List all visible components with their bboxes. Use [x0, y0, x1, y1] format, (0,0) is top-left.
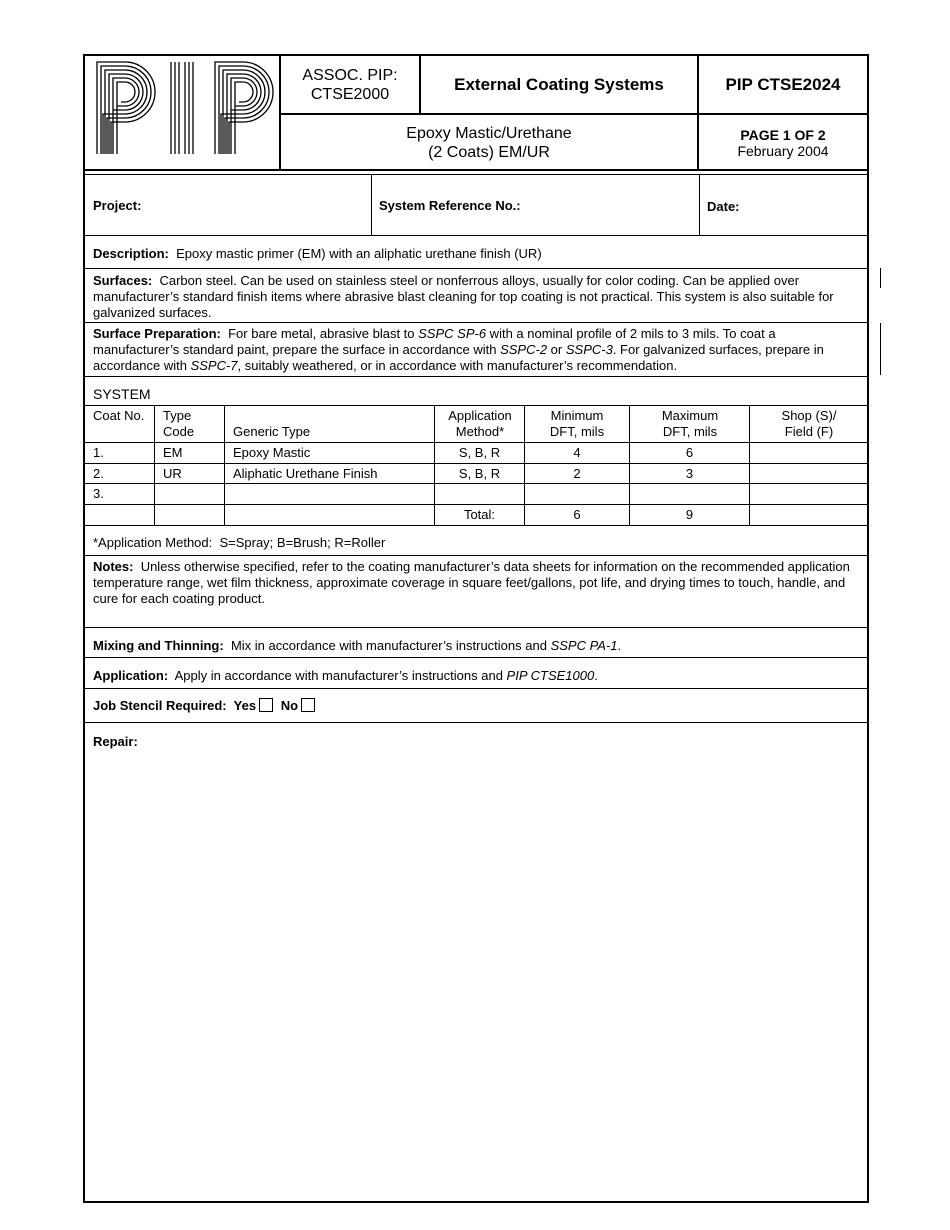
mixing-and-thinning: Mixing and Thinning: Mix in accordance with manufacturer’s instructions and SSPC PA-1.: [93, 638, 622, 653]
table-cell: S, B, R: [458, 445, 501, 460]
col-header-shop-field: Shop (S)/ Field (F): [781, 408, 837, 439]
system-table: [85, 405, 867, 526]
surface-preparation: Surface Preparation: For bare metal, abrasive blast to SSPC SP-6 with a nominal profile of 2 mils to 3 mils. To coat a manufacturer’s standard paint, prepare the surface in accordance with SSPC-2 or SSPC-3. For galvanized surfaces, prepare in accordance with SSPC-7, suitably weathered, or in accordance with manufacturer’s recommendation.: [93, 326, 824, 373]
application: Application: Apply in accordance with manufacturer’s instructions and PIP CTSE1000.: [93, 668, 598, 683]
doc-number: PIP CTSE2024: [725, 75, 841, 94]
total-label: Total:: [463, 507, 496, 522]
table-cell: 4: [573, 445, 581, 460]
total-max-dft: 9: [685, 507, 694, 522]
page-info: PAGE 1 OF 2 February 2004: [737, 126, 829, 159]
assoc-pip: ASSOC. PIP: CTSE2000: [302, 66, 398, 103]
pip-logo-icon: [93, 58, 279, 158]
stencil-no-checkbox[interactable]: [301, 698, 315, 712]
system-label: SYSTEM: [93, 386, 151, 402]
col-header-max-dft: Maximum DFT, mils: [661, 408, 719, 439]
date-field[interactable]: Date:: [707, 199, 740, 214]
system-subtitle: Epoxy Mastic/Urethane (2 Coats) EM/UR: [406, 124, 572, 161]
form-frame: [83, 54, 869, 1203]
doc-title: External Coating Systems: [454, 75, 664, 94]
table-cell: 2: [573, 466, 581, 481]
revision-bar: [880, 268, 881, 288]
table-cell: Epoxy Mastic: [233, 445, 311, 460]
col-header-type-code: Type Code: [163, 408, 195, 439]
col-header-min-dft: Minimum DFT, mils: [549, 408, 605, 439]
surfaces: Surfaces: Carbon steel. Can be used on stainless steel or nonferrous alloys, usually for color coding. Can be applied over manufacturer’s standard finish items where abrasive blast cleaning for top coating is not practical. This system is also suitable for galvanized surfaces.: [93, 273, 834, 320]
description: Description: Epoxy mastic primer (EM) with an aliphatic urethane finish (UR): [93, 246, 542, 261]
table-cell: UR: [163, 466, 182, 481]
col-header-application-method: Application Method*: [448, 408, 512, 439]
table-cell: 3: [685, 466, 694, 481]
stencil-yes-checkbox[interactable]: [259, 698, 273, 712]
project-field[interactable]: Project:: [93, 198, 142, 213]
system-reference-field[interactable]: System Reference No.:: [379, 198, 521, 213]
table-cell: EM: [163, 445, 183, 460]
revision-bar: [880, 323, 881, 375]
application-method-note: *Application Method: S=Spray; B=Brush; R=Roller: [93, 535, 386, 550]
job-stencil-required: Job Stencil Required: Yes No: [85, 698, 867, 714]
table-cell: 6: [685, 445, 694, 460]
notes: Notes: Unless otherwise specified, refer to the coating manufacturer’s data sheets for information on the recommended application temperature range, wet film thickness, approximate coverage in square feet/gallons, pot life, and drying times to touch, handle, and cure for each coating product.: [93, 559, 850, 606]
col-header-coat-no: Coat No.: [93, 408, 145, 423]
table-cell: 2.: [93, 466, 104, 481]
form-header: [85, 56, 867, 170]
table-cell: 1.: [93, 445, 104, 460]
table-cell: Aliphatic Urethane Finish: [233, 466, 378, 481]
total-min-dft: 6: [573, 507, 581, 522]
col-header-generic-type: Generic Type: [233, 424, 311, 439]
pip-logo: [93, 58, 279, 158]
repair-field[interactable]: Repair:: [93, 734, 138, 749]
table-cell: 3.: [93, 486, 104, 501]
table-cell: S, B, R: [458, 466, 501, 481]
